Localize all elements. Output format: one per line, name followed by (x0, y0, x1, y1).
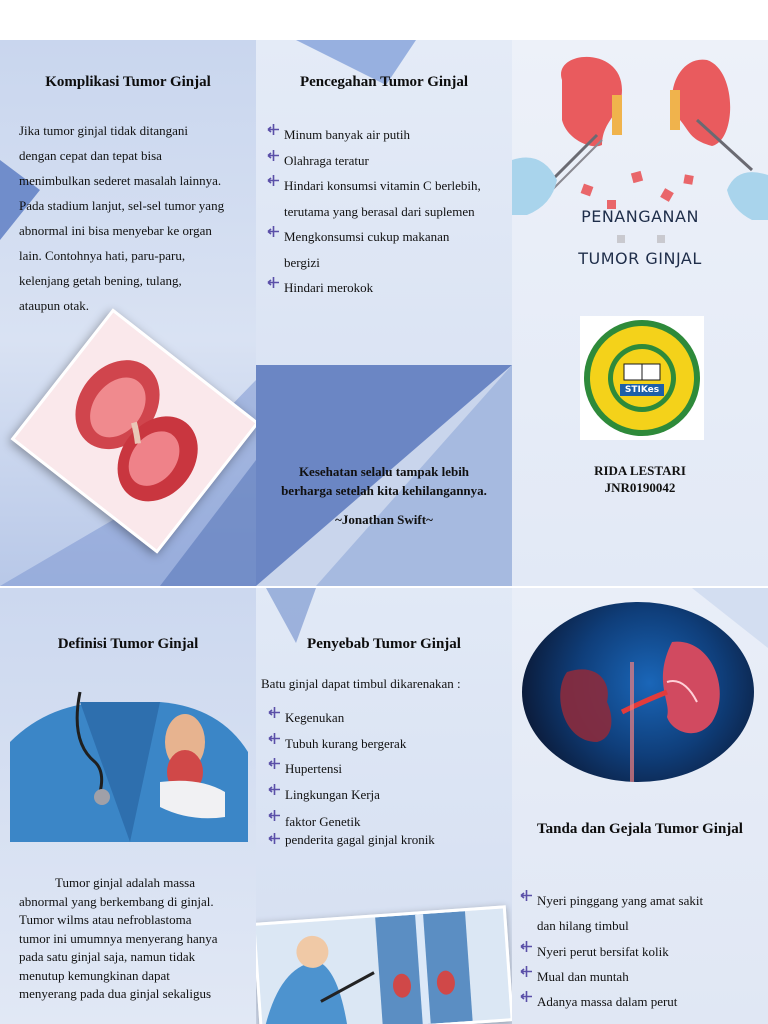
komplikasi-line: kelenjang getah bening, tulang, (19, 273, 182, 288)
list-item: faktor Genetik (268, 813, 508, 831)
panel-cover (512, 40, 768, 586)
definisi-title: Definisi Tumor Ginjal (57, 636, 199, 652)
author-name: RIDA LESTARI (594, 463, 686, 478)
arrow-bullet-icon (520, 990, 533, 1003)
arrow-bullet-icon (268, 732, 281, 745)
komplikasi-title: Komplikasi Tumor Ginjal (45, 74, 211, 90)
penyebab-list (268, 705, 508, 849)
komplikasi-text (19, 118, 251, 318)
cover-illustration (512, 40, 768, 586)
arrow-bullet-icon (520, 940, 533, 953)
brochure-inside-spread (0, 588, 768, 1024)
list-item: Tubuh kurang bergerak (268, 731, 508, 757)
gejala-list (520, 888, 764, 1014)
page-top-margin (0, 0, 768, 36)
komplikasi-line: menimbulkan sederet masalah lainnya. (19, 173, 222, 188)
list-item: Mengkonsumsi cukup makanan (267, 224, 512, 250)
xray-spine-kidney-image (256, 908, 511, 1024)
kidneys-glowing-image (522, 602, 754, 782)
definisi-line: pada satu ginjal saja, namun tidak (19, 949, 196, 964)
gejala-title: Tanda dan Gejala Tumor Ginjal (537, 821, 743, 837)
quote-author: ~Jonathan Swift~ (335, 512, 433, 527)
arrow-bullet-icon (268, 809, 281, 822)
definisi-line: menutup kemungkinan dapat (19, 967, 170, 983)
stikes-seal-image (580, 316, 704, 440)
author-id: JNR0190042 (604, 480, 676, 495)
definisi-line: Tumor ginjal adalah massa (55, 875, 195, 890)
penyebab-title: Penyebab Tumor Ginjal (307, 636, 461, 652)
panel-komplikasi (0, 40, 256, 586)
komplikasi-line: lain. Contohnya hati, paru-paru, (19, 248, 186, 263)
brochure-outside-spread (0, 40, 768, 586)
list-item: Kegenukan (268, 705, 508, 731)
list-item: Nyeri pinggang yang amat sakit (520, 888, 764, 913)
list-item: Hindari konsumsi vitamin C berlebih, (267, 173, 512, 199)
quote-text (264, 462, 504, 500)
list-item: Nyeri perut bersifat kolik (520, 939, 764, 964)
arrow-bullet-icon (267, 225, 280, 238)
arrow-bullet-icon (268, 832, 281, 845)
quote-line: Kesehatan selalu tampak lebih (298, 464, 470, 479)
list-item: penderita gagal ginjal kronik (268, 831, 508, 849)
list-item-continuation: dan hilang timbul (537, 918, 629, 934)
list-item: Hindari merokok (267, 275, 512, 301)
definisi-line: tumor ini umumnya menyerang hanya (19, 930, 218, 946)
definisi-text (19, 874, 242, 1004)
panel-penyebab (256, 588, 512, 1024)
panel-gejala (512, 588, 768, 1024)
arrow-bullet-icon (520, 965, 533, 978)
xray-doctor-image (256, 905, 512, 1024)
komplikasi-line: Jika tumor ginjal tidak ditangani (19, 123, 188, 138)
panel-pencegahan (256, 40, 512, 586)
komplikasi-line: dengan cepat dan tepat bisa (19, 148, 162, 163)
list-item: Lingkungan Kerja (268, 782, 508, 808)
definisi-line: menyerang pada dua ginjal sekaligus (19, 986, 212, 1001)
arrow-bullet-icon (268, 706, 281, 719)
list-item: Mual dan muntah (520, 964, 764, 989)
arrow-bullet-icon (267, 149, 280, 162)
cover-title-line-1: PENANGANAN (581, 207, 699, 226)
komplikasi-line: ataupun otak. (19, 298, 90, 313)
panel-definisi (0, 588, 256, 1024)
arrow-bullet-icon (267, 123, 280, 136)
doctor-holding-kidney-image (10, 682, 248, 842)
penyebab-intro: Batu ginjal dapat timbul dikarenakan : (261, 676, 461, 691)
list-item-continuation: bergizi (284, 254, 320, 270)
doctor-image (10, 682, 248, 842)
list-item: Adanya massa dalam perut (520, 989, 764, 1014)
arrow-bullet-icon (267, 276, 280, 289)
stikes-logo (580, 316, 704, 440)
cover-title-line-2: TUMOR GINJAL (578, 249, 702, 268)
arrow-bullet-icon (268, 783, 281, 796)
definisi-line: abnormal yang berkembang di ginjal. (19, 893, 214, 909)
list-item: Olahraga teratur (267, 148, 512, 174)
logo-text: STIKes (624, 385, 660, 395)
komplikasi-line: Pada stadium lanjut, sel-sel tumor yang (19, 198, 225, 213)
author-block (512, 462, 768, 496)
quote-line: berharga setelah kita kehilangannya. (281, 483, 487, 498)
list-item-continuation: terutama yang berasal dari suplemen (284, 203, 475, 219)
arrow-bullet-icon (520, 889, 533, 902)
arrow-bullet-icon (267, 174, 280, 187)
komplikasi-line: abnormal ini bisa menyebar ke organ (19, 223, 212, 238)
list-item: Hupertensi (268, 756, 508, 782)
arrow-bullet-icon (268, 757, 281, 770)
pencegahan-list (267, 122, 512, 301)
list-item: Minum banyak air putih (267, 122, 512, 148)
definisi-line: Tumor wilms atau nefroblastoma (19, 912, 192, 927)
kidney-anatomy-image (522, 602, 754, 782)
pencegahan-title: Pencegahan Tumor Ginjal (299, 74, 469, 90)
